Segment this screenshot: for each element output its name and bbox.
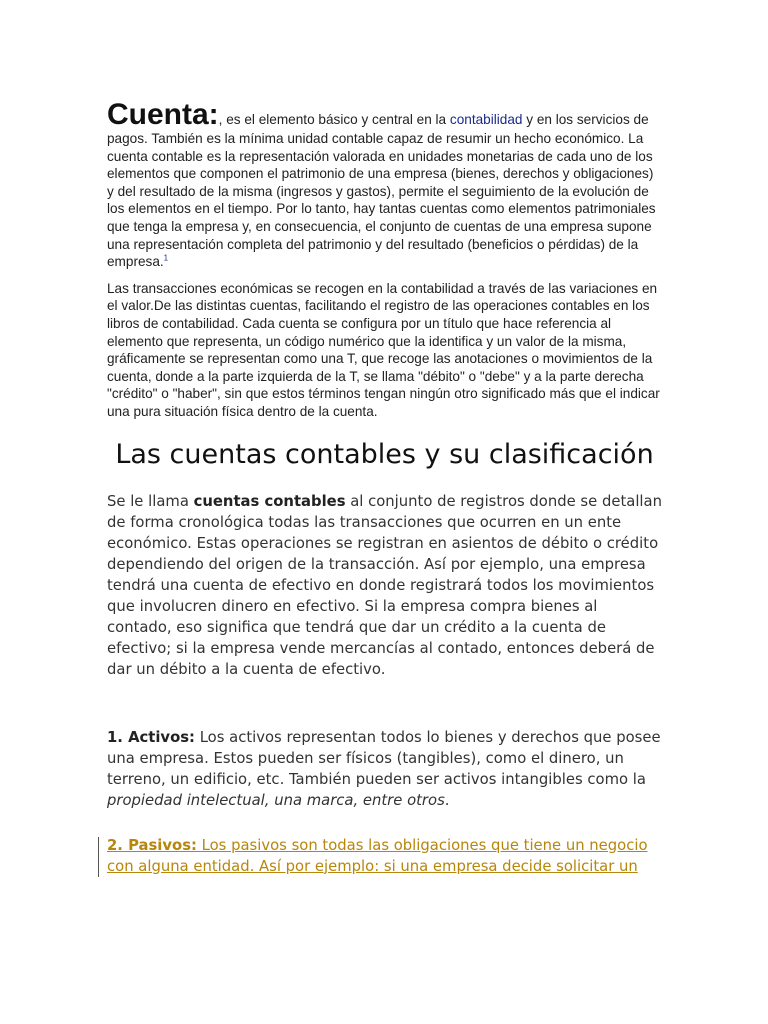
pasivos-label: 2. Pasivos:	[107, 836, 197, 854]
footnote-link[interactable]: 1	[163, 253, 169, 263]
pasivos-text: Los pasivos son todas las obligaciones que tiene un negocio con alguna entidad. Así por ejemplo: si una empresa decide solicitar un	[107, 836, 648, 875]
intro-text-b: y en los servicios de pagos. También es la mínima unidad contable capaz de resumir un hecho económico. La cuenta contable es la representación valorada en unidades monetarias de cada uno de los elementos que componen el patrimonio de una empresa (bienes, derechos y obligaciones) y del resultado de la misma (ingresos y gastos), permite el seguimiento de la evolución de los elementos en el tiempo. Por lo tanto, hay tantas cuentas como elementos patrimoniales que tenga la empresa y, en consecuencia, el conjunto de cuentas de una empresa supone una representación completa del patrimonio y del resultado (beneficios o pérdidas) de la empresa.	[107, 112, 656, 270]
pasivos-paragraph[interactable]	[107, 835, 662, 877]
transactions-paragraph: Las transacciones económicas se recogen en la contabilidad a través de las variaciones en el valor.De las distintas cuentas, facilitando el registro de las operaciones contables en los libros de contabilidad. Cada cuenta se configura por un título que hace referencia al elemento que representa, un código numérico que la identifica y un valor de la misma, gráficamente se representan como una T, que recoge las anotaciones o movimientos de la cuenta, donde a la parte izquierda de la T, se llama "débito" o "debe" y a la parte derecha "crédito" o "haber", sin que estos términos tengan ningún otro significado más que el indicar una pura situación física dentro de la cuenta.	[107, 280, 660, 419]
definition-text-b: al conjunto de registros donde se detallan de forma cronológica todas las transacciones que ocurren en un ente económico. Estas operaciones se registran en asientos de débito o crédito dependiendo del origen de la transacción. Así por ejemplo, una empresa tendrá una cuenta de efectivo en donde registrará todos los movimientos que involucren dinero en efectivo. Si la empresa compra bienes al contado, eso significa que tendrá que dar un crédito a la cuenta de efectivo; si la empresa vende mercancías al contado, entonces deberá de dar un débito a la cuenta de efectivo.	[107, 492, 662, 678]
intro-text-a: , es el elemento básico y central en la	[218, 112, 450, 127]
spacer	[107, 680, 662, 727]
activos-text: Los activos representan todos lo bienes y derechos que posee una empresa. Estos pueden ser físicos (tangibles), como el dinero, un terreno, un edificio, etc. También pueden ser activos intangibles como la	[107, 728, 661, 788]
section-heading: Las cuentas contables y su clasificación	[115, 438, 654, 470]
activos-italic: propiedad intelectual, una marca, entre otros	[107, 791, 445, 809]
intro-paragraph	[107, 100, 662, 271]
definition-paragraph	[107, 491, 662, 680]
definition-text-a: Se le llama	[107, 492, 194, 510]
activos-end: .	[444, 791, 450, 809]
contabilidad-link[interactable]: contabilidad	[449, 112, 523, 127]
term-heading: Cuenta:	[107, 98, 219, 131]
activos-label: 1. Activos:	[107, 728, 195, 746]
text-cursor-bar	[98, 837, 99, 877]
definition-bold: cuentas contables	[193, 492, 346, 510]
activos-paragraph	[107, 727, 662, 811]
document-page	[107, 100, 662, 877]
